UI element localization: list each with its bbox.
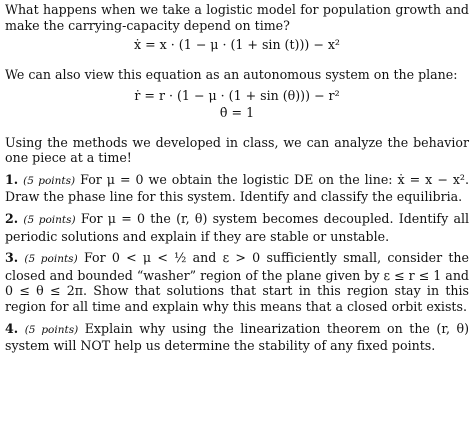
problem-4-points: (5 points) xyxy=(24,323,79,336)
problem-2-number: 2. xyxy=(5,210,19,226)
problem-1 xyxy=(5,172,469,205)
problem-4 xyxy=(5,321,469,354)
equation-logistic-time: ẋ = x · (1 − μ · (1 + sin (t))) − x² xyxy=(134,37,340,53)
problem-3-points: (5 points) xyxy=(24,253,78,266)
problem-1-points: (5 points) xyxy=(23,174,76,187)
problem-3-text: For 0 < μ < ½ and ε > 0 sufficiently small, consider the closed and bounded “washer” region of the plane given by ε ≤ r ≤ 1 and 0 ≤ θ ≤ 2π. Show that solutions that start in this region stay in this region for all time and explain why this means that a closed orbit exists. xyxy=(5,250,469,314)
problem-3 xyxy=(5,250,469,314)
equation-r-dot: ṙ = r · (1 − μ · (1 + sin (θ))) − r² xyxy=(134,88,340,104)
problem-3-number: 3. xyxy=(5,250,19,266)
problem-1-number: 1. xyxy=(5,171,19,187)
problem-2-points: (5 points) xyxy=(23,213,76,226)
problem-4-text: Explain why using the linearization theorem on the (r, θ) system will NOT help us determine the stability of any fixed points. xyxy=(5,320,469,354)
equation-theta-dot: θ̇ = 1 xyxy=(219,104,255,120)
intro-paragraph: What happens when we take a logistic model for population growth and make the carrying-capacity depend on time? xyxy=(5,2,469,33)
autonomous-paragraph: We can also view this equation as an autonomous system on the plane: xyxy=(5,66,458,82)
problem-2 xyxy=(5,211,469,244)
problem-4-number: 4. xyxy=(5,320,19,336)
problem-2-text: For μ = 0 the (r, θ) system becomes decoupled. Identify all periodic solutions and explain if they are stable or unstable. xyxy=(5,210,470,244)
methods-paragraph: Using the methods we developed in class, we can analyze the behavior one piece at a time! xyxy=(5,134,469,166)
problem-1-text: For μ = 0 we obtain the logistic DE on the line: ẋ = x − x². Draw the phase line for this system. Identify and classify the equilibria. xyxy=(5,171,469,205)
